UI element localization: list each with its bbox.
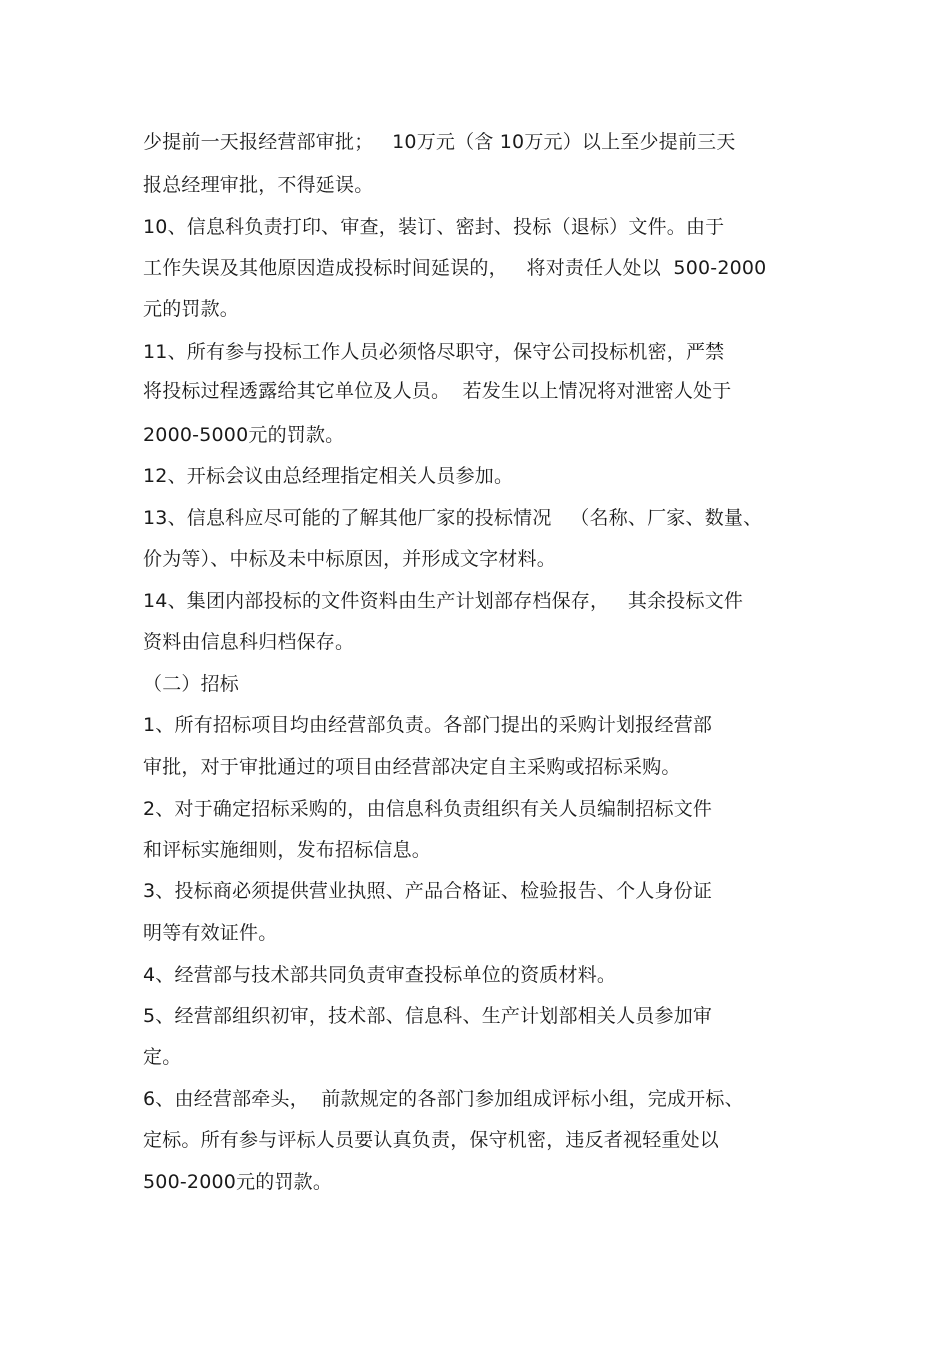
text-line: 11、所有参与投标工作人员必须恪尽职守，保守公司投标机密，严禁 [143,341,725,363]
text-line: 资料由信息科归档保存。 [143,631,355,653]
text-line: 工作失误及其他原因造成投标时间延误的， 将对责任人处以 500-2000 [143,257,767,279]
text-line: 10、信息科负责打印、审查，装订、密封、投标（退标）文件。由于 [143,216,725,238]
text-line: 2、对于确定招标采购的，由信息科负责组织有关人员编制招标文件 [143,798,713,820]
text-line: 将投标过程透露给其它单位及人员。 若发生以上情况将对泄密人处于 [143,380,732,402]
text-line: 14、集团内部投标的文件资料由生产计划部存档保存， 其余投标文件 [143,590,744,612]
text-line: 定。 [143,1046,182,1068]
text-line: 报总经理审批，不得延误。 [143,174,374,196]
text-line: 1、所有招标项目均由经营部负责。各部门提出的采购计划报经营部 [143,714,713,736]
text-line: 审批，对于审批通过的项目由经营部决定自主采购或招标采购。 [143,756,681,778]
text-line: 12、开标会议由总经理指定相关人员参加。 [143,465,514,487]
text-line: 6、由经营部牵头， 前款规定的各部门参加组成评标小组，完成开标、 [143,1088,744,1110]
text-line: 4、经营部与技术部共同负责审查投标单位的资质材料。 [143,964,617,986]
text-line: 价为等）、中标及未中标原因，并形成文字材料。 [143,548,556,570]
text-line: 2000-5000元的罚款。 [143,424,345,446]
text-line: 5、经营部组织初审，技术部、信息科、生产计划部相关人员参加审 [143,1005,713,1027]
text-line: 定标。所有参与评标人员要认真负责，保守机密，违反者视轻重处以 [143,1129,720,1151]
section-heading: （二）招标 [143,673,240,695]
text-line: 和评标实施细则，发布招标信息。 [143,839,432,861]
text-line: 明等有效证件。 [143,922,278,944]
text-line: 少提前一天报经营部审批； 10万元（含 10万元）以上至少提前三天 [143,131,736,153]
text-line: 500-2000元的罚款。 [143,1171,333,1193]
text-line: 元的罚款。 [143,298,240,320]
text-line: 13、信息科应尽可能的了解其他厂家的投标情况 （名称、厂家、数量、 [143,507,763,529]
text-line: 3、投标商必须提供营业执照、产品合格证、检验报告、个人身份证 [143,880,713,902]
